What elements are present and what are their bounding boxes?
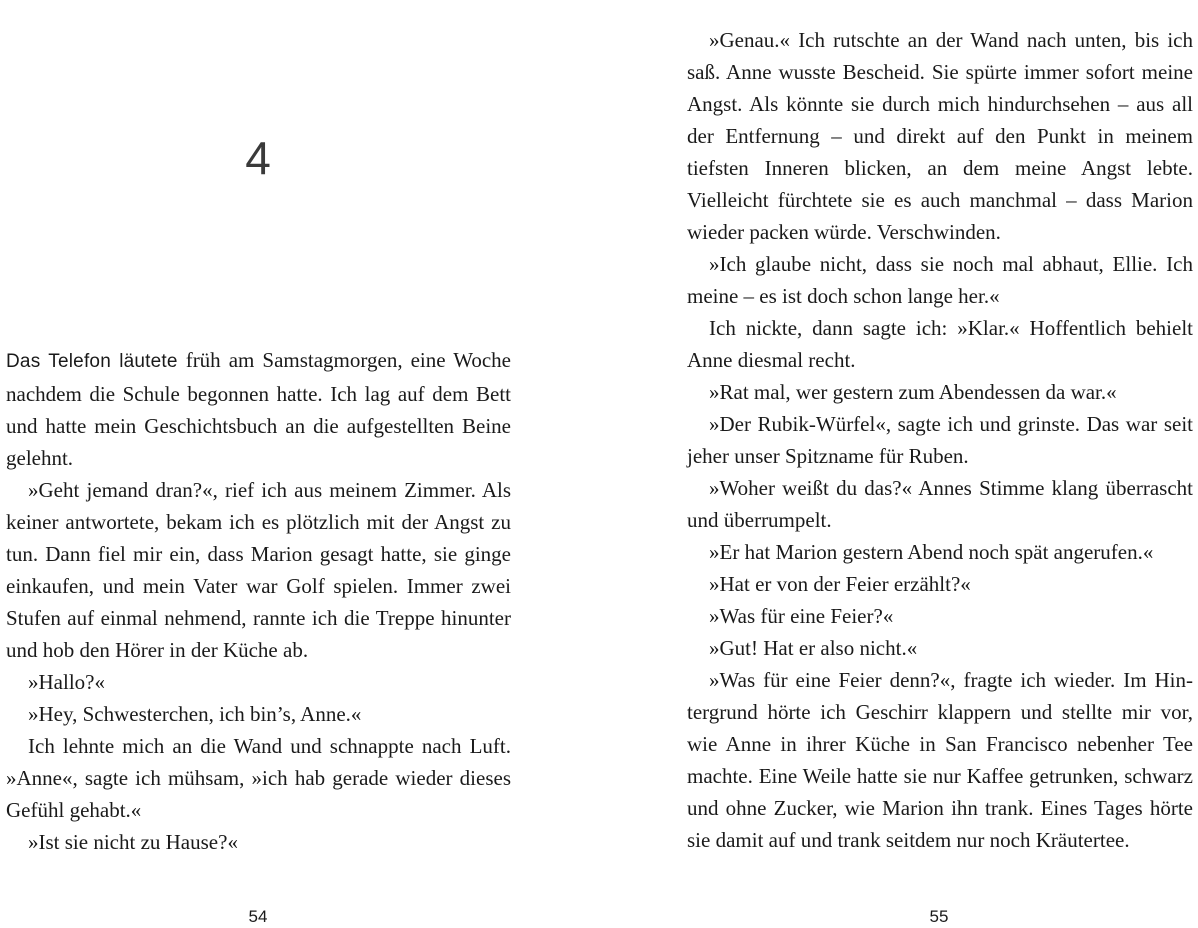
page-number-right: 55: [929, 907, 949, 926]
right-page-text: [687, 24, 1193, 856]
paragraph: »Was für eine Feier denn?«, fragte ich wieder. Im Hintergrund hörte ich Geschirr klappern und stellte mir vor, wie Anne in ihrer Küche in San Francisco nebenher Tee machte. Eine Weile hatte sie nur Kaffee getrunken, schwarz und ohne Zucker, wie Marion ihn trank. Eines Tages hörte sie damit auf und trank seitdem nur noch Kräutertee.: [687, 668, 1193, 852]
paragraph: »Rat mal, wer gestern zum Abendessen da war.«: [709, 380, 1117, 404]
paragraph: »Hey, Schwesterchen, ich bin’s, Anne.«: [28, 702, 362, 726]
paragraph: Ich lehnte mich an die Wand und schnappte nach Luft. »Anne«, sagte ich mühsam, »ich hab gerade wieder dieses Gefühl gehabt.«: [6, 734, 511, 822]
paragraph: »Er hat Marion gestern Abend noch spät angerufen.«: [709, 540, 1154, 564]
paragraph: [6, 344, 511, 474]
paragraph: »Hat er von der Feier erzählt?«: [709, 572, 971, 596]
paragraph: »Hallo?«: [28, 670, 105, 694]
paragraph: »Woher weißt du das?« Annes Stimme klang überrascht und überrumpelt.: [687, 476, 1193, 532]
paragraph: »Geht jemand dran?«, rief ich aus meinem Zimmer. Als keiner antwortete, bekam ich es plötzlich mit der Angst zu tun. Dann fiel mir ein, dass Marion gesagt hatte, sie ginge einkaufen, und mein Vater war Golf spielen. Immer zwei Stufen auf einmal nehmend, rannte ich die Treppe hinunter und hob den Hörer in der Küche ab.: [6, 478, 511, 662]
paragraph: »Was für eine Feier?«: [709, 604, 894, 628]
left-page-text: [6, 344, 511, 858]
paragraph-text: früh am Samstagmorgen, eine Woche nachdem die Schule begonnen hatte. Ich lag auf dem Bett und hatte mein Geschichtsbuch an die aufgestellten Beine gelehnt.: [6, 348, 511, 470]
paragraph: Ich nickte, dann sagte ich: »Klar.« Hoffentlich behielt Anne diesmal recht.: [687, 316, 1193, 372]
paragraph: »Genau.« Ich rutschte an der Wand nach unten, bis ich saß. Anne wusste Bescheid. Sie spürte immer sofort meine Angst. Als könnte sie durch mich hindurchsehen – aus all der Entfernung – und direkt auf den Punkt in meinem tiefsten Inneren blicken, an dem meine Angst lebte. Vielleicht fürchtete sie es auch manchmal – dass Marion wieder packen würde. Verschwinden.: [687, 28, 1193, 244]
right-page: [600, 0, 1198, 928]
paragraph: »Der Rubik-Würfel«, sagte ich und grinste. Das war seit jeher unser Spitzname für Ruben.: [687, 412, 1193, 468]
chapter-number: 4: [245, 132, 271, 184]
chapter-lead-in: Das Telefon läutete: [6, 351, 178, 372]
paragraph: »Ist sie nicht zu Hause?«: [28, 830, 238, 854]
paragraph: »Gut! Hat er also nicht.«: [709, 636, 918, 660]
paragraph: »Ich glaube nicht, dass sie noch mal abhaut, Ellie. Ich meine – es ist doch schon lange her.«: [687, 252, 1193, 308]
page-number-left: 54: [248, 907, 268, 926]
